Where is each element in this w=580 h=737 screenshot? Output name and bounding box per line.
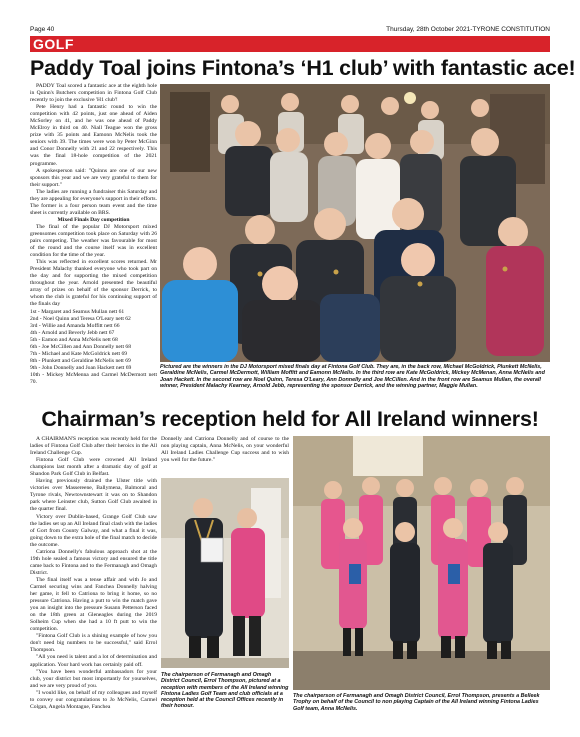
winners-group-photo-art [160, 84, 550, 362]
winners-photo-caption: Pictured are the winners in the DJ Motorsport mixed finals day at Fintona Golf Club. They are, in the back row, Michael McGoldrick, Plunkett McNelis, Geraldine McNelis, Carmel McDermott, William Moffitt and Eamonn McNelis. In the third row are Kate McGoldrick, Mickey McMenan, Anna McNelis and Joan Hackett. In the second row are Noel Quinn, Teresa O'Leary, Ann Donnelly and Joe McCillen. And in the front row are Seamus Mullan, the overall winner, President Malachy Kearney, Arnold Jebb, representing the sponsor Derrick, and the winning partner, Maggie Mullan. [160, 364, 545, 389]
story2-para: Catriona Donnelly's fabulous approach shot at the 19th hole sealed a famous victory and ensured the title came back to Fintona and to the Fermanagh and Omagh District. [30, 548, 157, 576]
story2-headline: Chairman’s reception held for All Ireland winners! [41, 407, 539, 431]
result-line: 10th - Mickey McMenna and Carmel McDermott nett 70. [30, 371, 157, 385]
story2-para: "You have been wonderful ambassadors for your club, your district but most importantly for yourselves, and we are very proud of you. [30, 668, 157, 689]
result-line: 4th - Arnold and Beverly Jebb nett 67 [30, 329, 115, 336]
reception-left-caption: The chairperson of Fermanagh and Omagh District Council, Errol Thompson, pictured at a reception with members of the All Ireland winning Fintona Ladies Golf Team and club officials at a reception held at the Council Offices recently in their honour. [161, 672, 289, 710]
story2-para: Fintona Golf Club were crowned All Ireland champions last month after a dramatic day of golf at Shandon Park Golf Club in Belfast. [30, 457, 157, 478]
winners-group-photo [160, 84, 550, 362]
story2-para: Donnelly and Catriona Donnelly and of course to the non playing captain, Anna McNelis, on your wonderful All Ireland Ladies Challenge Cup success and to wish you well for the future." [161, 436, 289, 464]
section-label: GOLF [33, 36, 74, 52]
result-line: 3rd - Willie and Amanda Moffitt nett 66 [30, 322, 120, 329]
story2-column-1 [30, 436, 157, 718]
story2-para: Having previously drained the Ulster title with victories over Massereene, Ballymena, Balmoral and Tyrone rivals, Newtownstewart it was on to Shandon park where Leinster club, Sutton Golf Club awaited in the quarter final. [30, 478, 157, 513]
story1-headline: Paddy Toal joins Fintona’s ‘H1 club’ with fantastic ace! [30, 56, 576, 80]
story2-para: "All you need is talent and a lot of determination and application. Your hard work has certainly paid off. [30, 654, 157, 668]
page-number: Page 40 [30, 26, 55, 33]
story2-para: The final itself was a tense affair and with Jo and Carmel securing wins and Fanchea Donnelly halving her game, it fell to Catriona to bring it home, so no pressure Catriona. Having a putt to win the match gave you an insight into the pressure Susann Petterson faced on the 18th green at Gleneagles during the 2019 Solheim Cup when she had a 10 ft putt to win the competition. [30, 576, 157, 633]
team-photo-caption: The chairperson of Fermanagh and Omagh District Council, Errol Thompson, presents a Belleek Trophy on behalf of the Council to non playing Captain of the All Ireland winning Fintona Ladies Golf team, Anna McNelis. [293, 693, 540, 712]
story2-para: Victory over Dublin-based, Grange Golf Club saw the ladies set up an All Ireland final clash with the ladies of Gort from County Galway, and what a final it was, going down to the extra hole of the final match to decide the outcome. [30, 513, 157, 548]
story1-para: A spokesperson said: "Quinns are one of our new sponsors this year and we are very grateful to them for their support." [30, 167, 157, 188]
page-header [30, 24, 550, 36]
result-line: 2nd - Noel Quinn and Teresa O'Leary nett 62 [30, 315, 131, 322]
team-reception-photo [293, 436, 550, 690]
result-line: 9th - John Donnelly and Joan Hackett nett 69 [30, 364, 132, 371]
reception-photo-left [161, 478, 289, 668]
issue-date: Thursday, 28th October 2021-TYRONE CONSTITUTION [386, 26, 550, 33]
story1-subhead: Mixed Finals Day competition [57, 216, 130, 223]
story2-para: "Fintona Golf Club is a shining example of how you don't need big numbers to be successful," said Errol Thompson. [30, 633, 157, 654]
result-line: 1st - Margaret and Seamus Mullan nett 61 [30, 308, 125, 315]
story2-para: "I would like, on behalf of my colleagues and myself to convey our congratulations to Jo McNelis, Carmel Colgan, Angela Montague, Fanchea [30, 689, 157, 710]
story2-column-2 [161, 436, 289, 476]
story1-para: The ladies are running a fundraiser this Saturday and they are appealing for everyone's support in their efforts. The former is a four person team event and the time sheet is currently available on BRS. [30, 188, 157, 216]
story2-para: A CHAIRMAN'S reception was recently held for the ladies of Fintona Golf Club after their heroics in the All Ireland Challenge Cup. [30, 436, 157, 457]
story1-para: PADDY Toal scored a fantastic ace at the eighth hole in Quinn's Butchers competition in Fintona Golf Club recently to join the exclusive 'H1 club'! [30, 83, 157, 104]
story1-para: This was reflected in excellent scores returned. Mr President Malachy thanked everyone who took part on the day and for supporting the mixed competition throughout the year. Arnold presented the beautiful array of prizes on behalf of the sponsor Derrick, to whom the club is grateful for his continuing support of the finals day [30, 259, 157, 308]
team-reception-photo-art [293, 436, 550, 690]
story1-para: The final of the popular DJ Motorsport mixed greensomes competition took place on Saturday with 26 pairs competing. The weather was favourable for most of the round and the course itself was in excellent condition for the time of the year. [30, 223, 157, 259]
result-line: 6th - Joe McCillen and Ann Donnelly nett 68 [30, 343, 131, 350]
story1-para: Pete Henry had a fantastic round to win the competition with 42 points, just one ahead of Aiden McSorley on 41, and he was one ahead of Paddy McElroy in third on 40. Niall Teague won the gross prize with 35 points and Eamonn McNelis took the seniors with 39. The times were won by Peter McGinn and Conor Donnelly with 21 and 22 respectively. This was the final 18-hole competition of the 2021 programme. [30, 104, 157, 167]
result-line: 7th - Michael and Kate McGoldrick nett 69 [30, 350, 128, 357]
result-line: 8th - Plunkett and Geraldine McNelis nett 69 [30, 357, 131, 364]
reception-photo-left-art [161, 478, 289, 668]
section-bar [30, 36, 550, 52]
story1-body [30, 83, 157, 393]
result-line: 5th - Eamon and Anna McNelis nett 68 [30, 336, 118, 343]
